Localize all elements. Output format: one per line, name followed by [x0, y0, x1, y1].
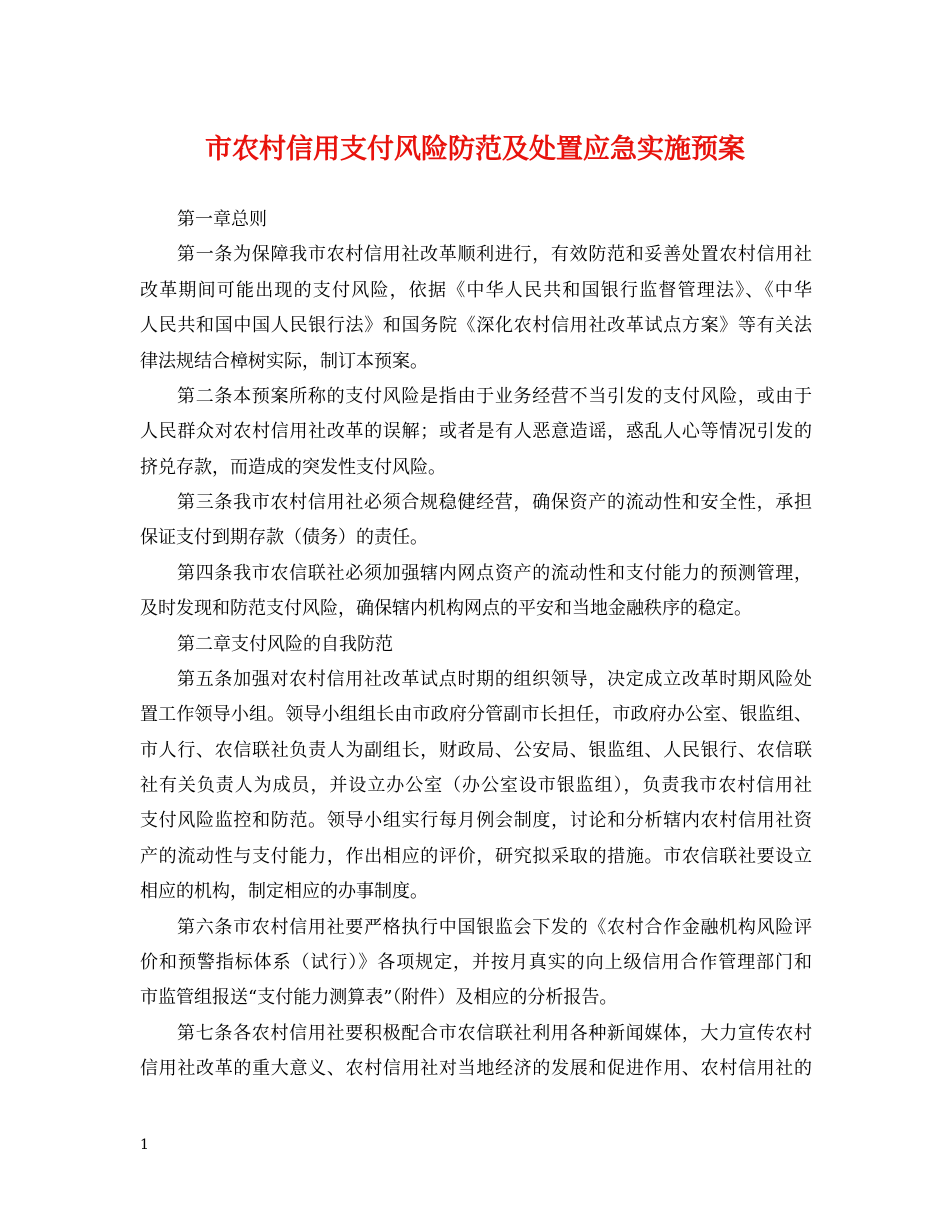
- paragraph: [140, 485, 812, 556]
- paragraph: [140, 1016, 812, 1087]
- paragraph: [140, 910, 812, 1016]
- body-line: 信用社改革的重大意义、农村信用社对当地经济的发展和促进作用、农村信用社的: [140, 1058, 812, 1079]
- body-line: 改革期间可能出现的支付风险，依据《中华人民共和国银行监督管理法》、《中华: [140, 279, 812, 301]
- body-line: 第三条我市农村信用社必须合规稳健经营，确保资产的流动性和安全性，承担: [177, 492, 812, 513]
- body-line: 相应的机构，制定相应的办事制度。: [140, 881, 428, 903]
- body-line: 第四条我市农信联社必须加强辖内网点资产的流动性和支付能力的预测管理，: [177, 562, 812, 584]
- body-line: 支付风险监控和防范。领导小组实行每月例会制度，讨论和分析辖内农村信用社资: [140, 810, 812, 832]
- body-line: 价和预警指标体系（试行）》各项规定，并按月真实的向上级信用合作管理部门和: [140, 951, 812, 973]
- body-line: 市人行、农信联社负责人为副组长，财政局、公安局、银监组、人民银行、农信联: [140, 739, 812, 761]
- body-line: 及时发现和防范支付风险，确保辖内机构网点的平安和当地金融秩序的稳定。: [140, 598, 752, 620]
- chapter-heading: [140, 627, 812, 662]
- body-line: 第七条各农村信用社要积极配合市农信联社利用各种新闻媒体，大力宣传农村: [177, 1022, 812, 1044]
- body-line: 律法规结合樟树实际，制订本预案。: [140, 350, 428, 372]
- body-line: 人民群众对农村信用社改革的误解；或者是有人恶意造谣，惑乱人心等情况引发的: [140, 421, 812, 443]
- page-number: 1: [140, 1137, 149, 1153]
- body-line: 第五条加强对农村信用社改革试点时期的组织领导，决定成立改革时期风险处: [177, 668, 812, 690]
- paragraph: [140, 556, 812, 627]
- body-line: 人民共和国中国人民银行法》和国务院《深化农村信用社改革试点方案》等有关法: [140, 315, 812, 337]
- paragraph: [140, 379, 812, 485]
- body-line: 第一条为保障我市农村信用社改革顺利进行，有效防范和妥善处置农村信用社: [177, 244, 812, 266]
- chapter-heading: [140, 202, 812, 237]
- document-title: 市农村信用支付风险防范及处置应急实施预案: [205, 134, 745, 165]
- body-line: 置工作领导小组。领导小组组长由市政府分管副市长担任，市政府办公室、银监组、: [140, 704, 812, 726]
- body-line: 第二章支付风险的自我防范: [177, 633, 393, 655]
- body-line: 挤兑存款，而造成的突发性支付风险。: [140, 456, 446, 478]
- paragraph: [140, 237, 812, 379]
- body-line: 社有关负责人为成员，并设立办公室（办公室设市银监组），负责我市农村信用社: [140, 775, 812, 796]
- body-line: 第一章总则: [177, 209, 267, 230]
- paragraph: [140, 662, 812, 910]
- body-line: 产的流动性与支付能力，作出相应的评价，研究拟采取的措施。市农信联社要设立: [140, 845, 812, 867]
- body-line: 市监管组报送“支付能力测算表”（附件）及相应的分析报告。: [140, 987, 618, 1009]
- document-body: [140, 202, 812, 1086]
- body-line: 第六条市农村信用社要严格执行中国银监会下发的《农村合作金融机构风险评: [177, 916, 812, 938]
- body-line: 保证支付到期存款（债务）的责任。: [140, 527, 428, 549]
- body-line: 第二条本预案所称的支付风险是指由于业务经营不当引发的支付风险，或由于: [177, 385, 812, 407]
